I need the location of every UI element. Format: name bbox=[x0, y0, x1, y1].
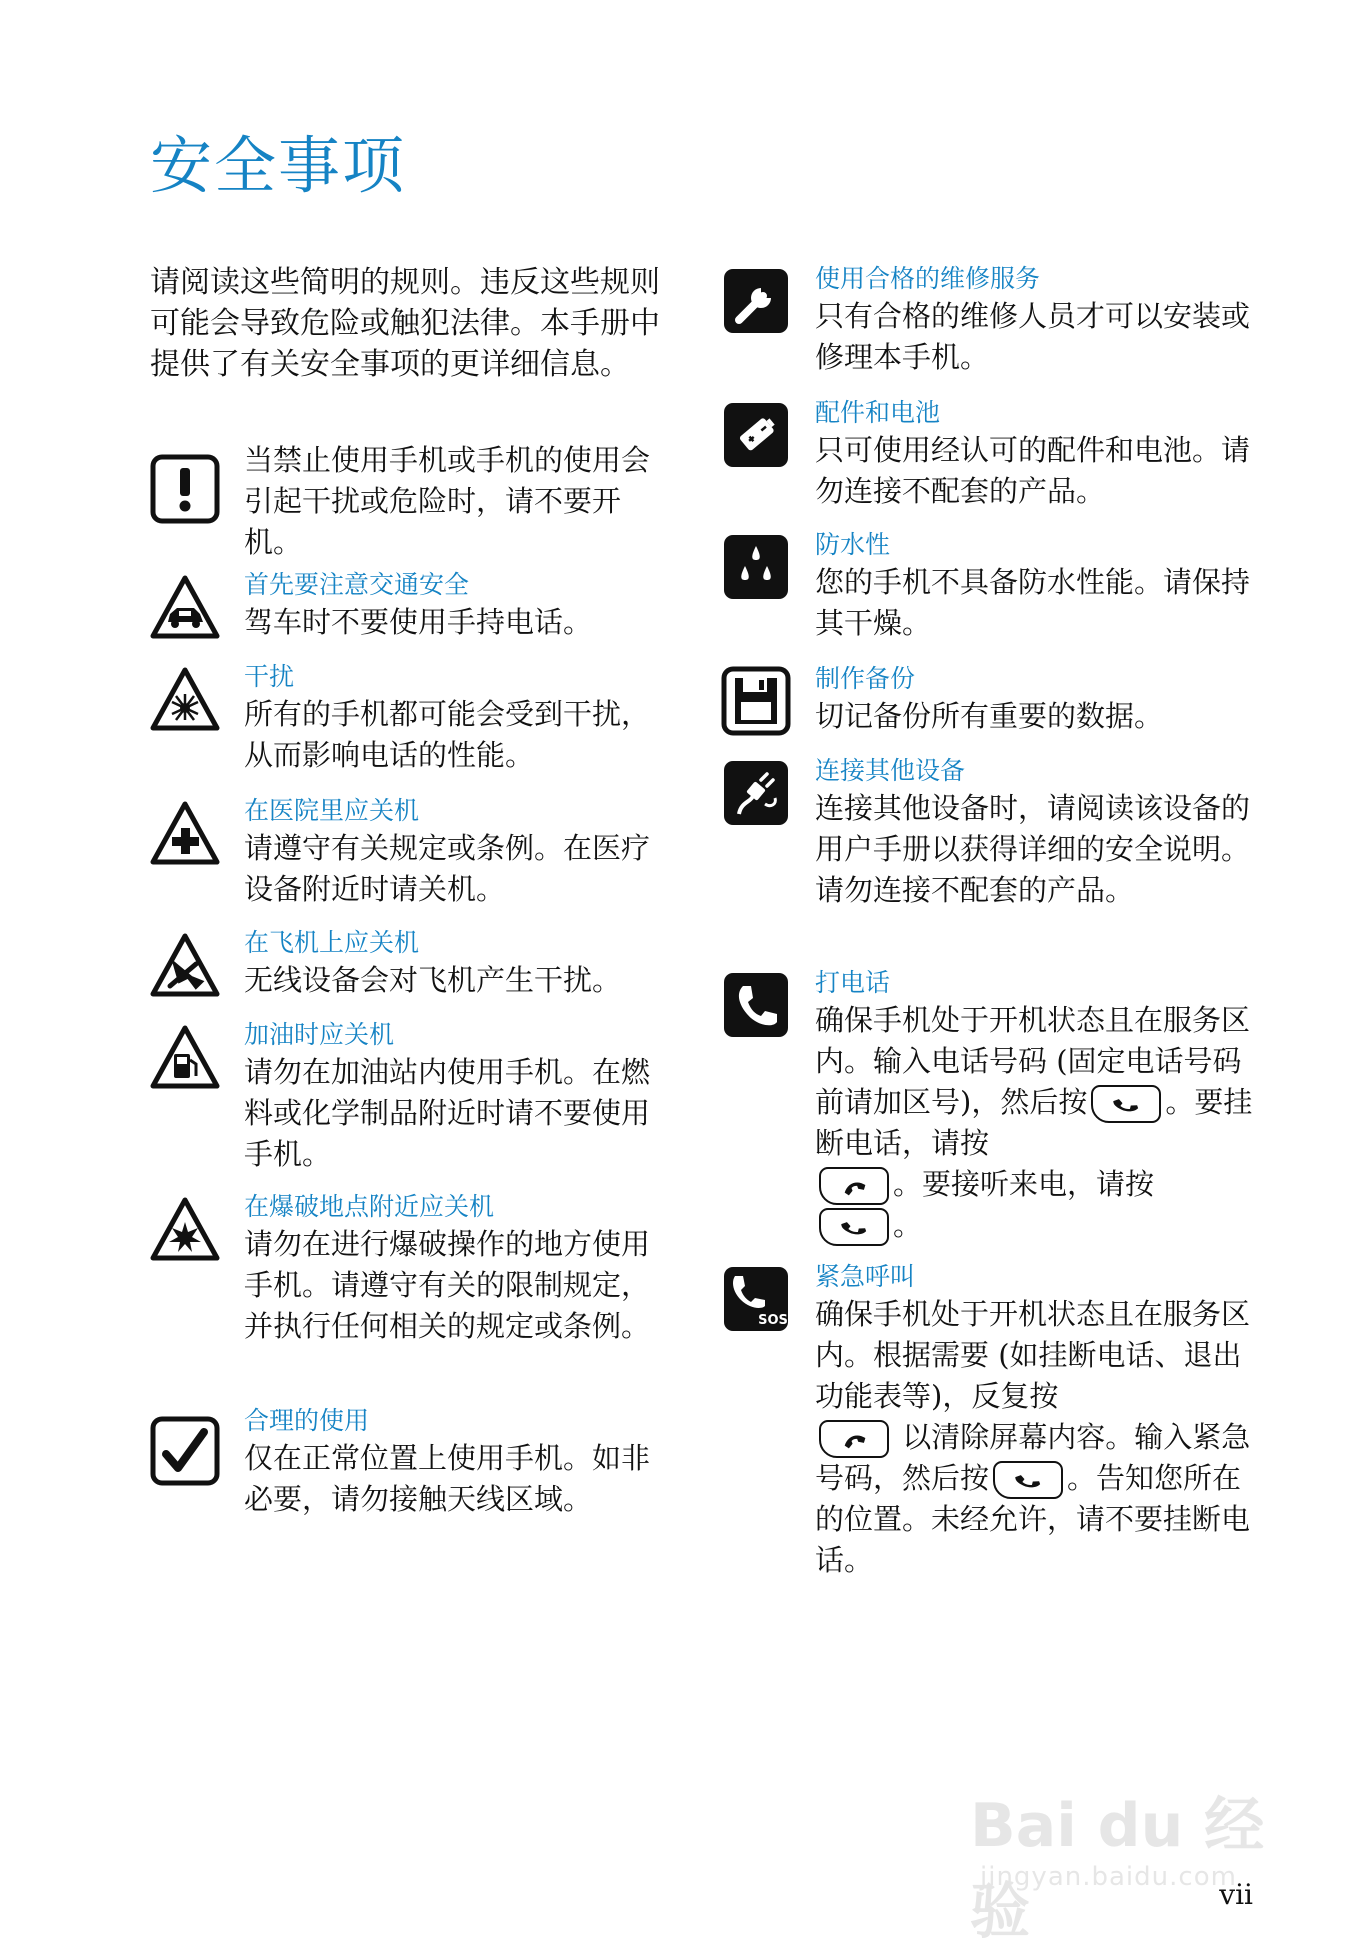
item-text: 切记备份所有重要的数据。 bbox=[815, 699, 1164, 733]
item-title: 连接其他设备 bbox=[815, 756, 966, 785]
item-title: 在医院里应关机 bbox=[244, 796, 420, 825]
item-title: 在爆破地点附近应关机 bbox=[244, 1192, 495, 1221]
item-title: 配件和电池 bbox=[815, 398, 941, 427]
item-text: 您的手机不具备防水性能。请保持其干燥。 bbox=[815, 565, 1251, 640]
safety-item-emergency bbox=[721, 1260, 1261, 1580]
item-text bbox=[815, 1000, 1261, 1246]
sos-label: SOS bbox=[758, 1313, 788, 1328]
call-text-2: 。要挂断电话，请按 bbox=[815, 1085, 1253, 1160]
item-title: 使用合格的维修服务 bbox=[815, 264, 1041, 293]
item-text: 驾车时不要使用手持电话。 bbox=[244, 605, 593, 639]
safety-item-call bbox=[721, 966, 1261, 1260]
exclamation-icon bbox=[150, 454, 220, 524]
emergency-text-2: 以清除屏幕内容。输入紧急号码，然后按 bbox=[815, 1420, 1251, 1495]
checkmark-icon bbox=[150, 1416, 220, 1486]
safety-item-traffic bbox=[150, 568, 670, 660]
item-title: 制作备份 bbox=[815, 664, 916, 693]
emergency-text-3: 。告知您所在的位置。未经允许，请不要挂断电话。 bbox=[815, 1461, 1251, 1577]
explosion-warning-icon bbox=[150, 1194, 220, 1264]
item-text: 请勿在进行爆破操作的地方使用手机。请遵守有关的限制规定，并执行任何相关的规定或条例。 bbox=[244, 1227, 651, 1343]
call-key-icon bbox=[1091, 1085, 1161, 1123]
safety-item-hospital bbox=[150, 794, 670, 926]
intro-paragraph: 请阅读这些简明的规则。违反这些规则可能会导致危险或触犯法律。本手册中提供了有关安全事项的更详细信息。 bbox=[150, 265, 660, 382]
battery-icon bbox=[721, 400, 791, 470]
emergency-text-1: 确保手机处于开机状态且在服务区内。根据需要 (如挂断电话、退出功能表等)，反复按 bbox=[815, 1297, 1251, 1413]
airplane-warning-icon bbox=[150, 930, 220, 1000]
item-text: 请勿在加油站内使用手机。在燃料或化学制品附近时请不要使用手机。 bbox=[244, 1055, 651, 1171]
item-text: 仅在正常位置上使用手机。如非必要，请勿接触天线区域。 bbox=[244, 1441, 651, 1516]
watermark-brand: Bai du 经验 bbox=[970, 1791, 1265, 1947]
call-key-icon bbox=[993, 1461, 1063, 1499]
item-title: 紧急呼叫 bbox=[815, 1262, 916, 1291]
call-text-4: 。 bbox=[893, 1208, 923, 1242]
interference-warning-icon bbox=[150, 664, 220, 734]
watermark-url: jingyan.baidu.com bbox=[980, 1862, 1237, 1892]
call-text-1: 确保手机处于开机状态且在服务区内。输入电话号码 (固定电话号码前请加区号)，然后按 bbox=[815, 1003, 1251, 1119]
safety-item-interference bbox=[150, 660, 670, 794]
end-key-icon bbox=[819, 1167, 889, 1205]
item-title: 首先要注意交通安全 bbox=[244, 570, 470, 599]
item-title: 干扰 bbox=[244, 662, 295, 691]
item-title: 打电话 bbox=[815, 968, 891, 997]
item-text: 所有的手机都可能会受到干扰，从而影响电话的性能。 bbox=[244, 697, 651, 772]
page-title: 安全事项 bbox=[150, 129, 407, 202]
item-title: 合理的使用 bbox=[244, 1406, 370, 1435]
hospital-warning-icon bbox=[150, 798, 220, 868]
item-title: 加油时应关机 bbox=[244, 1020, 395, 1049]
safety-item-blasting bbox=[150, 1190, 670, 1404]
plug-icon bbox=[721, 758, 791, 828]
safety-item-airplane bbox=[150, 926, 670, 1018]
item-text: 只可使用经认可的配件和电池。请勿连接不配套的产品。 bbox=[815, 433, 1251, 508]
call-key-icon bbox=[819, 1208, 889, 1246]
safety-item-service bbox=[721, 262, 1261, 396]
safety-item-accessories bbox=[721, 396, 1261, 528]
item-text: 请遵守有关规定或条例。在医疗设备附近时请关机。 bbox=[244, 831, 651, 906]
safety-item bbox=[150, 440, 670, 568]
item-text: 只有合格的维修人员才可以安装或修理本手机。 bbox=[815, 299, 1251, 374]
safety-item-fuel bbox=[150, 1018, 670, 1190]
item-text: 当禁止使用手机或手机的使用会引起干扰或危险时，请不要开机。 bbox=[244, 443, 651, 559]
left-column bbox=[150, 262, 670, 1536]
item-title: 在飞机上应关机 bbox=[244, 928, 420, 957]
safety-item-proper-use bbox=[150, 1404, 670, 1536]
end-key-icon bbox=[819, 1420, 889, 1458]
item-text bbox=[815, 1294, 1261, 1581]
safety-item-backup bbox=[721, 662, 1261, 754]
page-number: vii bbox=[1219, 1878, 1253, 1911]
car-warning-icon bbox=[150, 572, 220, 642]
fuel-warning-icon bbox=[150, 1022, 220, 1092]
wrench-icon bbox=[721, 266, 791, 336]
call-text-3: 。要接听来电，请按 bbox=[893, 1167, 1155, 1201]
item-title: 防水性 bbox=[815, 530, 891, 559]
safety-item-water bbox=[721, 528, 1261, 662]
item-text: 无线设备会对飞机产生干扰。 bbox=[244, 963, 622, 997]
floppy-disk-icon bbox=[721, 666, 791, 736]
item-text: 连接其他设备时，请阅读该设备的用户手册以获得详细的安全说明。请勿连接不配套的产品。 bbox=[815, 791, 1251, 907]
phone-icon bbox=[721, 970, 791, 1040]
right-column bbox=[721, 262, 1261, 1580]
safety-item-connect bbox=[721, 754, 1261, 966]
water-drops-icon bbox=[721, 532, 791, 602]
sos-phone-icon bbox=[721, 1264, 791, 1334]
